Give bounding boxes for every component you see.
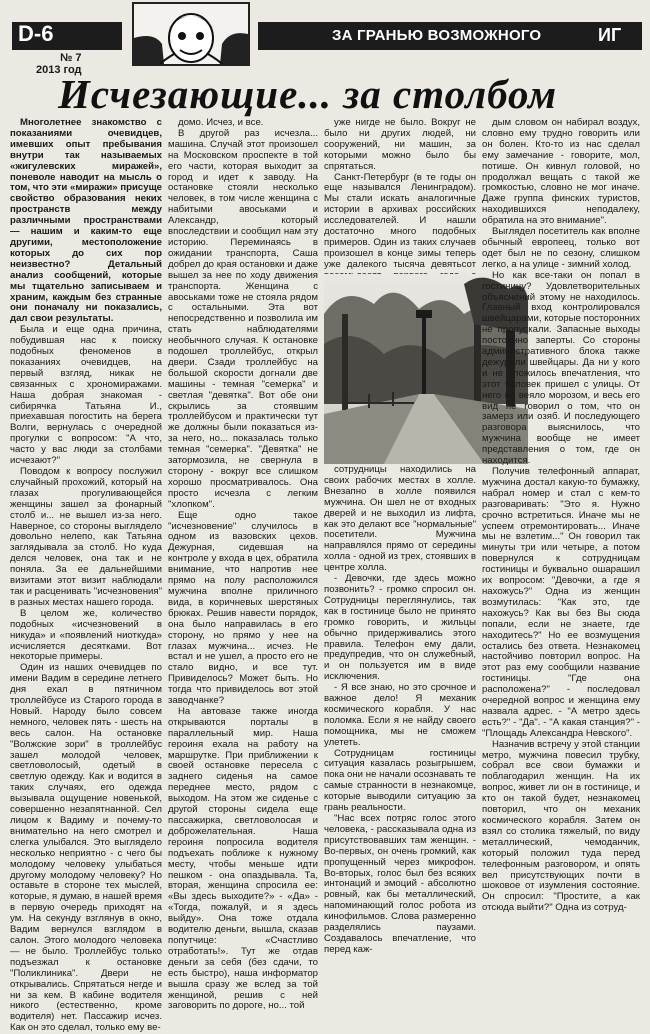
- article-column-3-top: [324, 118, 476, 298]
- paragraph: сотрудницы находились на своих рабочих местах в холле. Внезапно в холле появился мужчина. Он шел не от входных дверей и не выходил из лифта, как это делают все "нормальные" посетители. Мужчина направлялся прямо от середины холла - одной из трех, стоявших в центре холла.: [324, 464, 476, 574]
- paragraph: Была и еще одна причина, побудившая нас к поиску подобных феноменов в показаниях очевидцев, на первый взгляд, никак не связанных с хрономиражами. Наша добрая знакомая - сибирячка Татьяна И., приехавшая погостить на берега Волги, вернулась с очередной прогулки с вопросом: "А что, часто у вас люди за столбами исчезают?": [10, 324, 162, 467]
- issue-year: 2013 год: [36, 64, 82, 76]
- publisher-mark: ИГ: [598, 25, 622, 45]
- article-column-3-bottom: [324, 464, 476, 955]
- paragraph: - Я все знаю, но это срочное и важное дело! Я механик космического корабля. У нас поломка. Если я не найду своего помощника, мы не сможем улететь.: [324, 682, 476, 748]
- article-column-4: [482, 118, 640, 914]
- paragraph: Выглядел посетитель как вполне обычный европеец, только вот одет был не по сезону, слишком легко, а на улице - зимний холод.: [482, 226, 640, 270]
- paragraph: В целом же, количество подобных «исчезновений в никуда» и «появлений ниоткуда» исчисляется десятками. Вот некоторые примеры.: [10, 607, 162, 663]
- paragraph: Еще одно такое "исчезновение" случилось в одном из вазовских цехов. Дежурная, сидевшая на контроле у входа в цех, обратила внимание, что напротив нее прямо на полу расположился мужчина вполне приличного вида, в коричневых шерстяных брюках. Решив навести порядок, она было направилась в его сторону, но прямо у нее на глазах мужчина... исчез. Не встал и не ушел, а просто его не стало видно, и все тут. Привиделось? Может быть. Но тогда что привиделось вот этой заводчанке?: [168, 509, 318, 707]
- rubric-logo-drawing: [132, 2, 250, 66]
- paragraph: "Нас всех потряс голос этого человека, - рассказывала одна из присутствовавших там женщин. - Во-первых, он очень громкий, как пропущенный через микрофон. Во-вторых, голос был без всяких интонаций и эмоций - абсолютно ровный, как бы металлический, напоминающий голос робота из кинофильмов. Слова размеренно разделялись паузами. Создавалось впечатление, что перед каж-: [324, 813, 476, 955]
- paragraph: Получив телефонный аппарат, мужчина достал какую-то бумажку, набрал номер и стал с кем-то разговаривать: "Это я. Нужно срочно встретиться. Иначе мы не успеем отремонтировать... Иначе мы не взлетим..." Он говорил так минуты три или четыре, а потом повернулся к сотрудницам гостиницы и буквально ошарашил их вопросом: "Девочки, а где я нахожусь?" Одна из женщин возмутилась: "Как это, где нахожусь? Как вы без Вы сюда попали, если не знаете, где находитесь?" Но ее возмущения остались без ответа. Незнакомец настойчиво повторил вопрос. На этот раз ему сообщили название гостиницы. "Где она расположена?" - последовал очередной вопрос и женщина ему назвала адрес. - "А метро здесь есть?" - "Да". - "А какая станция?" - "Площадь Александра Невского".: [482, 466, 640, 739]
- paragraph: дым словом он набирал воздух, словно ему трудно говорить или он болен. Кто-то из нас сделал ему замечание - говорите, мол, потише. Он кивнул головой, но продолжал вещать с такой же громкостью, словно не мог иначе. Даже группа финских туристов, находившихся неподалеку, обратила на это внимание".: [482, 117, 640, 227]
- paragraph: Сотрудницам гостиницы ситуация казалась розыгрышем, пока они не начали осознавать те самые странности в незнакомце, которые выводили ситуацию за грань реальности.: [324, 747, 476, 814]
- article-headline: Исчезающие... за столбом: [58, 71, 558, 117]
- paragraph: Один из наших очевидцев по имени Вадим в середине летнего дня ехал в пятничном троллейбусе из Старого города в Новый. Народу было совсем немного, человек пять - шесть на весь салон. На остановке "Волжские зори" в троллейбус зашел молодой человек, светловолосый, одетый в светлую одежду. Как и водится в таких случаях, его одежда вызывала ощущение новенькой, совершенно незапятнанной. Сел лицом к Вадиму и почему-то внимательно на него смотрел и слегка улыбался. Это выглядело несколько неприятно - с чего бы молодому человеку улыбаться другому молодому человеку? Но оставьте в стороне тех мыслей, которые, я думаю, в нашей время в первую очередь приходят на ум. На секунду взглянув в окно, Вадим вернулся взглядом в салон. Этого молодого человека — не было. Троллейбус только подъезжал к остановке "Поликлиника". Двери не открывались. Спрятаться негде и ни за кем. В кабине водителя никого (естественно, кроме водителя) нет. Пассажир исчез. Как он это сделал, только ему ве-: [10, 662, 162, 1034]
- page-number: D-6: [18, 21, 54, 46]
- rubric-title: ЗА ГРАНЬЮ ВОЗМОЖНОГО: [332, 27, 542, 44]
- paragraph: домо. Исчез, и все.: [178, 117, 264, 128]
- paragraph: Но как все-таки он попал в гостиницу? Удовлетворительных объяснений этому не находилось. Главный вход контролировался швейцарами, которые посторонних не пропускали. Запасные выходы постоянно заперты. Со стороны административного блока также дежурили швейцары. Да ни у кого и не сложилось впечатления, что этот человек пришел с улицы. От него не веяло морозом, и весь его вид не говорил о том, что он замерз или озяб. И последующего разговора выяснилось, что мужчина вообще не имеет представления о том, где он находится.: [482, 269, 640, 467]
- paragraph: На автовазе также иногда открываются порталы в параллельный мир. Наша героиня ехала на работу на маршрутке. При приближении к своей остановке пересела с заднего сиденья на самое переднее место, рядом с выходом. На этом же сиденье с другой стороны сидела еще пассажирка, светловолосая и доброжелательная. Наша героиня попросила водителя подъехать поближе к нужному месту, чтобы меньше идти пешком - она опаздывала. Та, вторая, женщина спросила ее: «Вы здесь выходите?» - «Да» - «Тогда, пожалуй, и я здесь выйду». Она тоже отдала водителю деньги, вышла, сказав попутчице: «Счастливо отработать!». Тут же отдав деньги за себя (без сдачи, то есть быстро), наша информатор вышла сразу же вслед за той женщиной, решив с ней заговорить по дороге, но... той: [168, 705, 318, 1012]
- paragraph: В другой раз исчезла... машина. Случай этот произошел на Московском проспекте в той его части, которая выходит за город и идет к заводу. На остановке стояли несколько человек, в том числе женщина с набитыми авоськами и Александр, который впоследствии и сообщил нам эту историю. Переминаясь в ожидании транспорта, Саша добрел до края остановки и даже вышел за нее по ходу движения транспорта. Женщина с авоськами тоже не стояла рядом с остальными. Эта вот непосредственно и позволила им стать наблюдателями необычного случая. К остановке подошел троллейбус, открыл двери. Сзади троллейбус на большой скорости догнали две машины - темная "семерка" и светлая "девятка". Вот обе они скрылись за стоявшим троллейбусом и практически тут же должны были показаться из-за него, но... показалась только темная "семерка". "Девятка" не затормозила, не свернула в сторону - вокруг все слишком хорошо просматривалось. Она просто исчезла с легким "хлопком".: [168, 127, 318, 510]
- paragraph: Назначив встречу у этой станции метро, мужчина повесил трубку, собрал все свои бумажки и поблагодарил женщин. На их вопрос, живет ли он в гостинице, и кто он такой будет, незнакомец повторил, что он механик космического корабля. Затем он взял со столика тяжелый, по виду металлический, чемоданчик, который положил туда перед телефонным разговором, и опять вел присутствующих почти в шоковое от изумления состояние. Он спросил: "Простите, а как отсюда выйти?" Одна из сотруд-: [482, 738, 640, 914]
- paragraph: Поводом к вопросу послужил случайный прохожий, который на глазах прогуливающейся женщины зашел за фонарный столб и... не вышел из-за него. Наверное, со стороны выглядело довольно нелепо, как Татьяна заглядывала за столб. Но куда делся человек, она так и не поняла. За ее дальнейшими визитами этот визит наблюдали так и расценивать "исчезновения" в разных местах нашего города.: [10, 466, 162, 608]
- paragraph: уже нигде не было. Вокруг не было ни других людей, ни сооружений, ни машин, за которыми можно было бы спрятаться.: [324, 117, 476, 172]
- rubric-logo-illustration: [134, 4, 248, 64]
- paragraph: Санкт-Петербург (в те годы он еще назывался Ленинградом). Мы стали искать аналогичные истории в архивах российских исследователей. И нашли достаточно много подобных примеров. Один из таких случаев произошел в конце зимы теперь уже далекого тысяча девятьсот: [324, 171, 476, 270]
- article-column-2: [168, 117, 318, 1012]
- paragraph: - Девочки, где здесь можно позвонить? - громко спросил он. Сотрудницы переглянулись, так как в гостинице было не принято громко говорить, и жильцы обычно придерживались этого правила. Телефон ему дали, предупредив, что он служебный, и он пользуется им в виде исключения.: [324, 573, 476, 683]
- issue-number: № 7: [60, 52, 82, 64]
- article-column-1: [10, 117, 162, 1034]
- article-lead: Многолетнее знакомство с показаниями очевидцев, имевших опыт пребывания внутри так называемых «жигулевских миражей», поневоле наводит на мысль о том, что эти «миражи» присуще свойство образования неких пространств между различными пространствами — нашим и каким-то еще другими, местоположение которых до сих пор неизвестно? Детальный анализ сообщений, которые мы тщательно записываем и храним, каждым без странные они поначалу ни показались, дал свои результаты.: [10, 117, 162, 325]
